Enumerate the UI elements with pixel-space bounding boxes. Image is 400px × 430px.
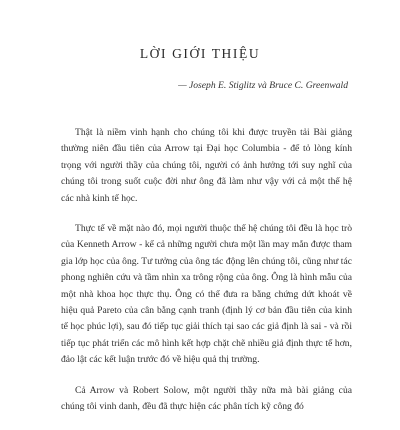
chapter-title: LỜI GIỚI THIỆU	[139, 46, 261, 61]
body-text	[61, 125, 352, 430]
paragraph-3: Cả Arrow và Robert Solow, một người thầy nữa mà bài giảng của chúng tôi vinh danh, đều đã thực hiện các phân tích kỹ công đó	[61, 384, 352, 413]
paragraph-2: Thực tế về mặt nào đó, mọi người thuộc thế hệ chúng tôi đều là học trò của Kenneth Arrow - kể cả những người chưa một lần may mắn được tham gia lớp học của ông. Tư tưởng của ông tác động lên chúng tôi, cũng như tác phong nghiên cứu và tầm nhìn xa trông rộng của ông. Ông là hình mẫu của một nhà khoa học thực thụ. Ông có thể đưa ra bằng chứng dứt khoát về hiệu quả Pareto của cân bằng cạnh tranh (định lý cơ bản đầu tiên của kinh tế học phúc lợi), sau đó tiếp tục giải thích tại sao các giả định là sai - và rồi tiếp tục phát triển các mô hình kết hợp chặt chẽ nhiều giả định thực tế hơn, đảo lật các kết luận trước đó về hiệu quả thị trường.	[61, 223, 352, 366]
paragraph-1: Thật là niềm vinh hạnh cho chúng tôi khi được truyền tải Bài giảng thường niên đầu tiên của Arrow tại Đại học Columbia - để tỏ lòng kính trọng với người thầy của chúng tôi, người có ảnh hưởng tới suy nghĩ của chúng tôi trong suốt cuộc đời như ông đã làm như vậy với cả một thế hệ các nhà kinh tế học.	[61, 127, 352, 204]
author-byline: — Joseph E. Stiglitz và Bruce C. Greenwald	[178, 80, 348, 91]
